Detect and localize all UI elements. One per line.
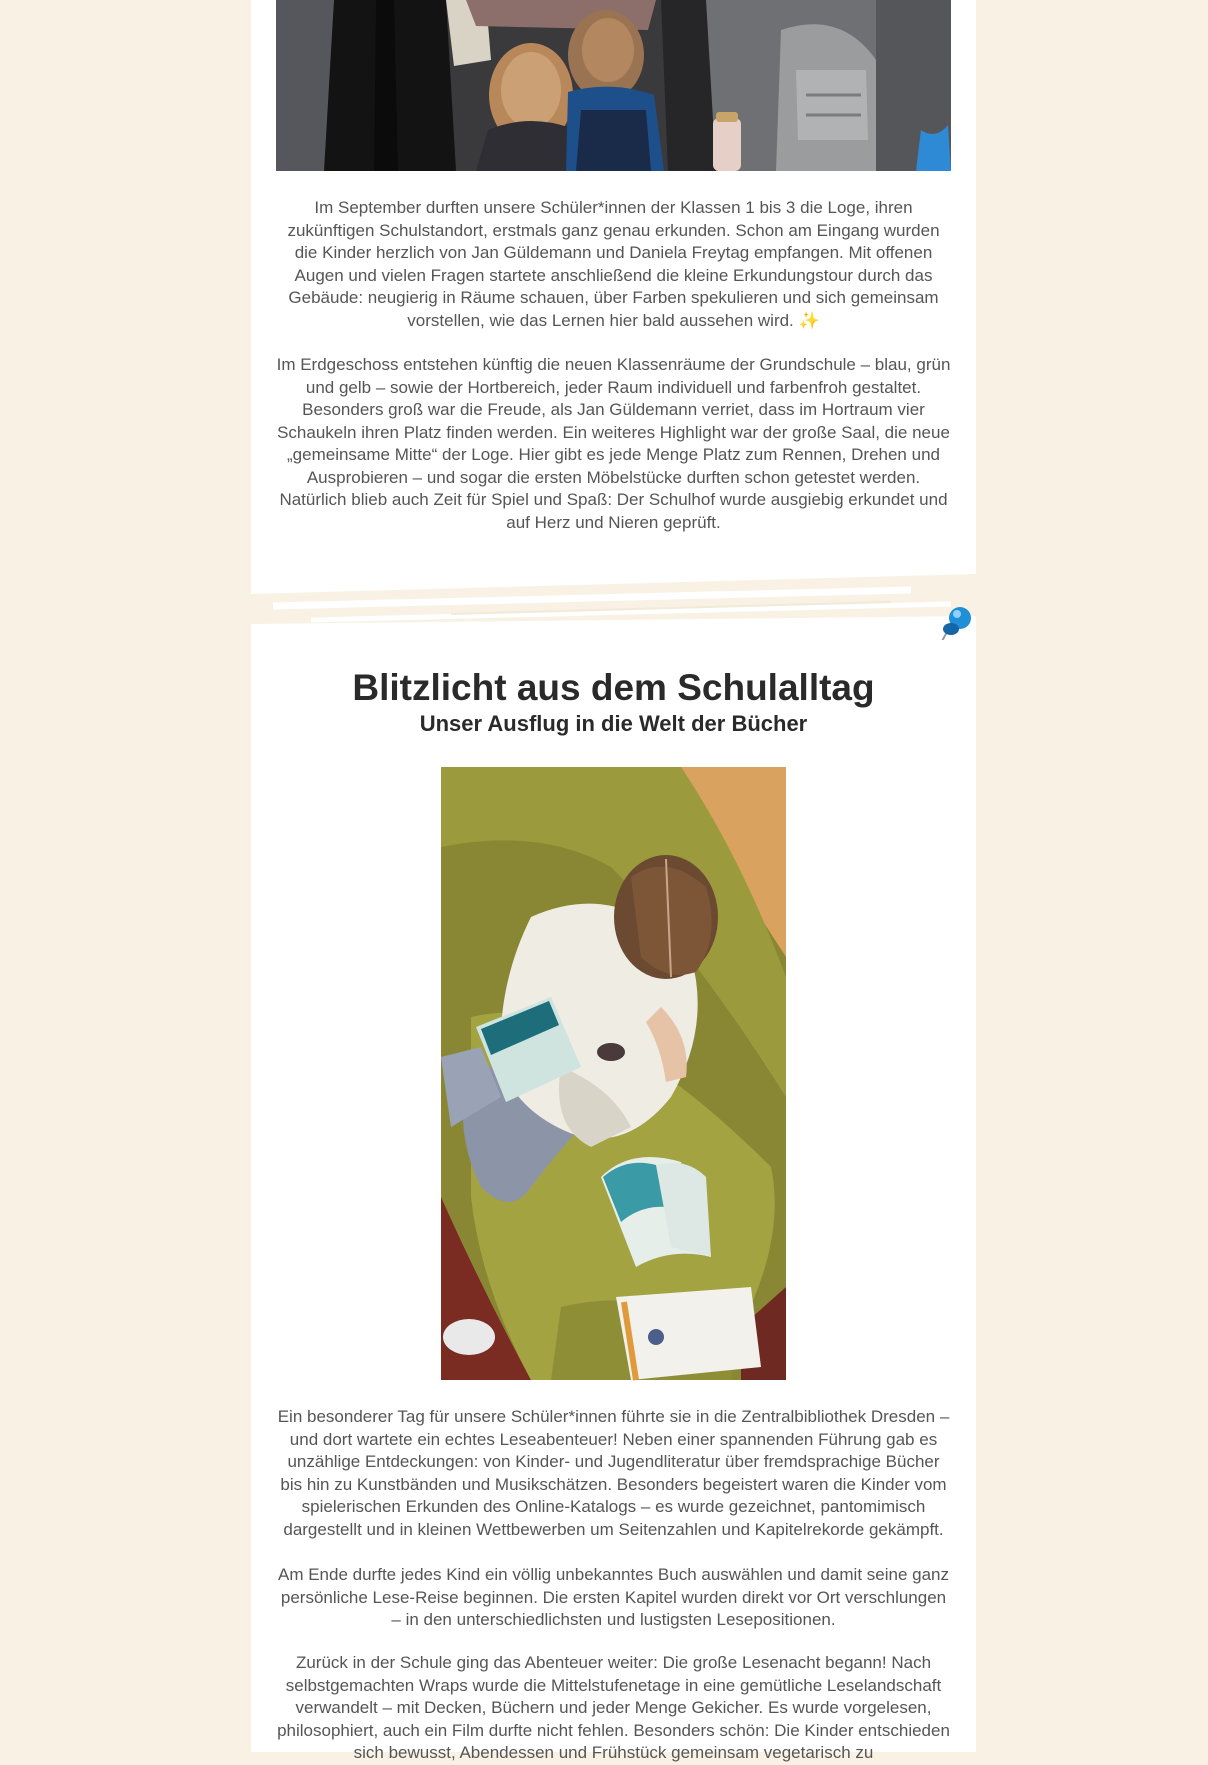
photo-child-reading [441,767,786,1380]
article-library-trip [251,640,976,1762]
section-divider [251,572,976,640]
article-1-paragraph-1: Im September durften unsere Schüler*innen der Klassen 1 bis 3 die Loge, ihren zukünftigen Schulstandort, erstmals ganz genau erkunden. Schon am Eingang wurden die Kinder herzlich von Jan Güldemann und Daniela Freytag empfangen. Mit offenen Augen und vielen Fragen startete anschließend die kleine Erkundungstour durch das Gebäude: neugierig in Räume schauen, über Farben spekulieren und sich gemeinsam vorstellen, wie das Lernen hier bald aussehen wird. ✨ [287,198,940,330]
sparkle-icon: ✨ [798,310,820,330]
article-2-paragraph-3: Zurück in der Schule ging das Abenteuer weiter: Die große Lesenacht begann! Nach selbstgemachten Wraps wurde die Mittelstufenetage in eine gemütliche Leselandschaft verwandelt – mit Decken, Büchern und jeder Menge Gekicher. Es wurde vorgelesen, philosophiert, auch ein Film durfte nicht fehlen. Besonders schön: Die Kinder entschieden sich bewusst, Abendessen und Frühstück gemeinsam vegetarisch zu [277,1653,950,1762]
article-2-paragraph-1: Ein besonderer Tag für unsere Schüler*innen führte sie in die Zentralbibliothek Dresden – und dort wartete ein echtes Leseabenteuer! Neben einer spannenden Führung gab es unzählige Entdeckungen: von Kinder- und Jugendliteratur über fremdsprachige Bücher bis hin zu Kunstbänden und Musikschätzen. Besonders begeistert waren die Kinder vom spielerischen Erkunden des Online-Katalogs – es wurde gezeichnet, pantomimisch dargestellt und in kleinen Wettbewerben um Seitenzahlen und Kapitelrekorde gekämpft. [277,1407,950,1539]
article-loge-tour [251,0,976,572]
photo-children-group [276,0,951,171]
article-2-paragraph-2: Am Ende durfte jedes Kind ein völlig unbekanntes Buch auswählen und damit seine ganz persönliche Lese-Reise beginnen. Die ersten Kapitel wurden direkt vor Ort verschlungen – in den unterschiedlichsten und lustigsten Lesepositionen. [278,1565,949,1629]
article-2-subtitle: Unser Ausflug in die Welt der Bücher [419,711,808,736]
article-1-paragraph-2: Im Erdgeschoss entstehen künftig die neuen Klassenräume der Grundschule – blau, grün und gelb – sowie der Hortbereich, jeder Raum individuell und farbenfroh gestaltet. Besonders groß war die Freude, als Jan Güldemann verriet, dass im Hortraum vier Schaukeln ihren Platz finden werden. Ein weiteres Highlight war der große Saal, die neue „gemeinsame Mitte“ der Loge. Hier gibt es jede Menge Platz zum Rennen, Drehen und Ausprobieren – und sogar die ersten Möbelstücke durften schon getestet werden. Natürlich blieb auch Zeit für Spiel und Spaß: Der Schulhof wurde ausgiebig erkundet und auf Herz und Nieren geprüft. [276,355,951,532]
article-2-title: Blitzlicht aus dem Schulalltag [352,667,875,708]
